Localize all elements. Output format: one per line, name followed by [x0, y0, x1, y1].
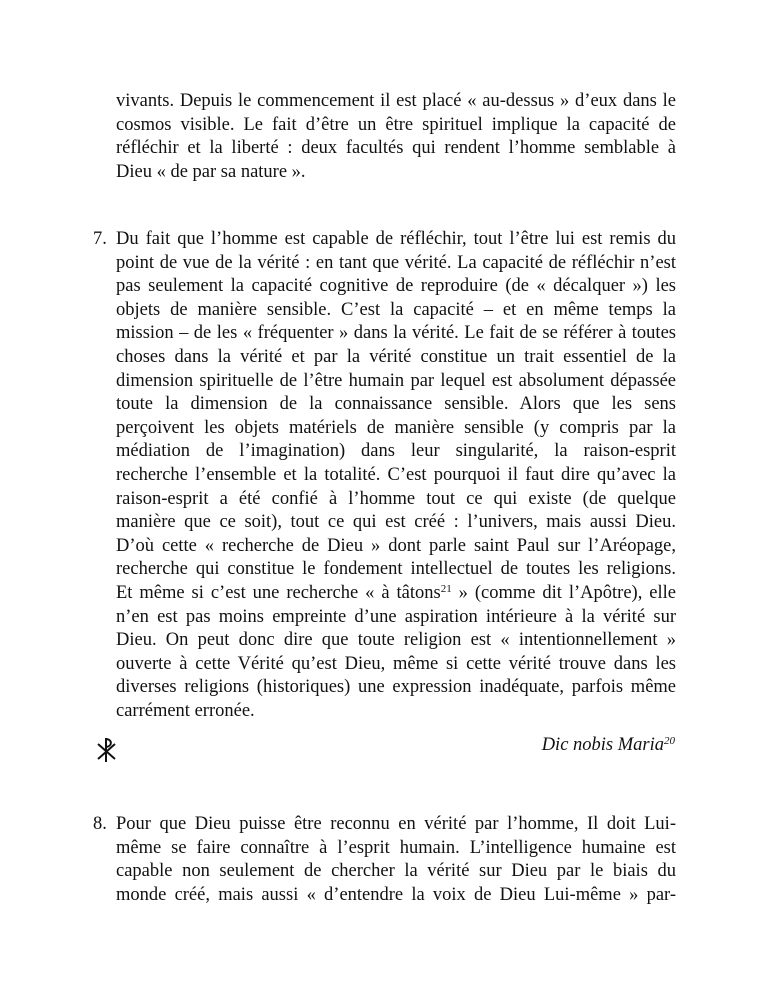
paragraph-7: [116, 228, 676, 723]
text-line: Dieu « de par sa nature ».: [116, 161, 306, 182]
text-line: manière que ce soit), tout ce qui est créé : l’univers, mais aussi Dieu.: [116, 512, 676, 533]
text-line: ouverte à cette Vérité qu’est Dieu, même si cette vérité trouve dans les: [116, 653, 676, 674]
text-line: point de vue de la vérité : en tant que vérité. La capacité de réfléchir n’est: [116, 252, 676, 273]
text-line: Pour que Dieu puisse être reconnu en vérité par l’homme, Il doit Lui-: [116, 814, 676, 834]
text-line: capable non seulement de chercher la vérité sur Dieu par le biais du: [116, 861, 676, 882]
text-line: perçoivent les objets matériels de manière sensible (y compris par la: [116, 417, 676, 438]
text-line: cosmos visible. Le fait d’être un être spirituel implique la capacité de: [116, 114, 676, 135]
text-line: médiation de l’imagination) dans leur singularité, la raison-esprit: [116, 441, 676, 462]
text-line: recherche qui constitue le fondement intellectuel de toutes les religions.: [116, 559, 676, 580]
text-line: monde créé, mais aussi « d’entendre la voix de Dieu Lui-même » par-: [116, 884, 676, 905]
running-title: [542, 734, 675, 758]
text-line: n’en est pas moins empreinte d’une aspiration intérieure à la vérité sur: [116, 606, 676, 627]
text-line: pas seulement la capacité cognitive de reproduire (de « décalquer ») les: [116, 276, 676, 297]
text-line-with-footnote: [116, 582, 676, 606]
footnote-reference[interactable]: 21: [440, 582, 452, 595]
text-line: choses dans la vérité et par la vérité constitue un trait essentiel de la: [116, 346, 676, 367]
text-line: raison-esprit a été confié à l’homme tout ce qui existe (de quelque: [116, 488, 676, 509]
text-line: mission – de les « fréquenter » dans la vérité. Le fait de se référer à toutes: [116, 323, 676, 344]
page-number: 20: [664, 735, 675, 747]
text-segment: Et même si c’est une recherche « à tâtons: [116, 582, 441, 603]
text-line: D’où cette « recherche de Dieu » dont parle saint Paul sur l’Aréopage,: [116, 535, 676, 556]
paragraph-number: 7.: [93, 229, 107, 249]
text-line: vivants. Depuis le commencement il est placé « au-dessus » d’eux dans le: [116, 91, 676, 111]
paragraph-number: 8.: [93, 814, 107, 834]
text-line: Dieu. On peut donc dire que toute religion est « intentionnellement »: [116, 630, 676, 651]
text-line: dimension spirituelle de l’être humain par lequel est absolument dépassée: [116, 370, 676, 391]
text-line: diverses religions (historiques) une expression inadéquate, parfois même: [116, 677, 676, 698]
paragraph-intro: [116, 90, 676, 184]
text-line: toute la dimension de la connaissance sensible. Alors que les sens: [116, 394, 676, 415]
text-line: même se faire connaître à l’esprit humain. L’intelligence humaine est: [116, 837, 676, 858]
text-line: carrément erronée.: [116, 700, 255, 721]
text-line: Du fait que l’homme est capable de réfléchir, tout l’être lui est remis du: [116, 229, 676, 249]
chi-rho-icon: [96, 737, 118, 763]
text-segment: » (comme dit l’Apôtre), elle: [451, 582, 676, 603]
text-line: objets de manière sensible. C’est la capacité – et en même temps la: [116, 299, 676, 320]
paragraph-8: [116, 813, 676, 907]
text-line: recherche l’ensemble et la totalité. C’est pourquoi il faut dire qu’avec la: [116, 464, 676, 485]
text-line: réfléchir et la liberté : deux facultés qui rendent l’homme semblable à: [116, 138, 676, 159]
running-title-text: Dic nobis Maria: [541, 735, 664, 755]
